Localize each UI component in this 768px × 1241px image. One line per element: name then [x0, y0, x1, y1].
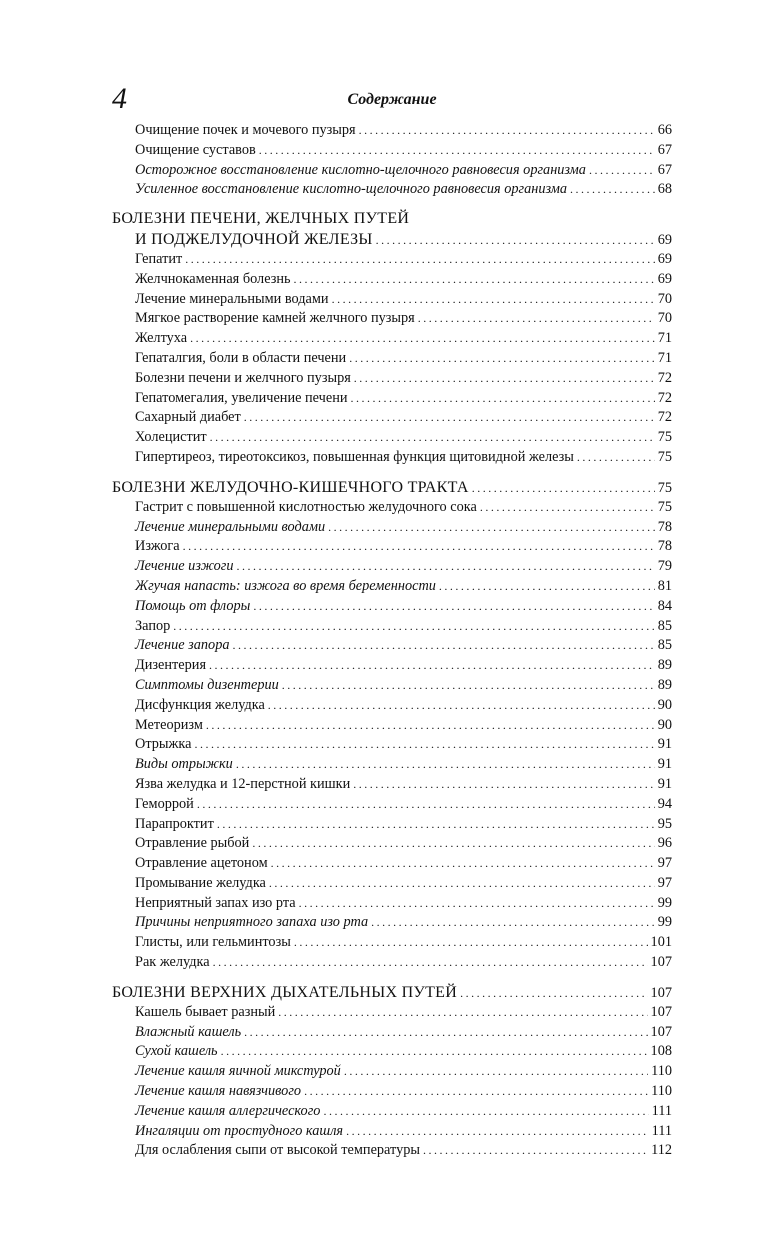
toc-entry-page: 112 — [651, 1142, 672, 1159]
section-heading-line-1: БОЛЕЗНИ ПЕЧЕНИ, ЖЕЛЧНЫХ ПУТЕЙ — [112, 210, 410, 228]
toc-entry — [112, 518, 672, 538]
leader-dots — [233, 636, 655, 656]
leader-dots — [259, 141, 655, 161]
toc-entry-title: Желтуха — [135, 330, 188, 347]
toc-entry — [112, 834, 672, 854]
leader-dots — [185, 250, 654, 270]
toc-entry-title: Запор — [135, 617, 171, 634]
leader-dots — [570, 180, 655, 200]
toc-entry-title: Отравление ацетоном — [135, 855, 268, 872]
leader-dots — [269, 874, 655, 894]
toc-entry-page: 91 — [657, 756, 672, 773]
leader-dots — [253, 597, 654, 617]
leader-dots — [236, 755, 655, 775]
toc-entry-title: Очищение суставов — [135, 141, 256, 158]
leader-dots — [423, 1141, 648, 1161]
leader-dots — [282, 676, 655, 696]
section-heading — [112, 982, 672, 1003]
toc-entry — [112, 408, 672, 428]
toc-entry — [112, 141, 672, 161]
toc-entry-page: 72 — [657, 409, 672, 426]
toc-entry-page: 95 — [657, 815, 672, 832]
toc-entry — [112, 1042, 672, 1062]
running-title: Содержание — [347, 91, 437, 108]
toc-entry-page: 78 — [657, 538, 672, 555]
toc-entry — [112, 913, 672, 933]
toc-entry-page: 75 — [657, 429, 672, 446]
toc-entry-title: Болезни печени и желчного пузыря — [135, 369, 351, 386]
section-heading — [112, 229, 672, 250]
section-heading-title: И ПОДЖЕЛУДОЧНОЙ ЖЕЛЕЗЫ — [135, 230, 373, 248]
leader-dots — [589, 161, 655, 181]
leader-dots — [217, 815, 655, 835]
toc-entry-page: 71 — [657, 330, 672, 347]
toc-entry-title: Геморрой — [135, 795, 194, 812]
toc-entry-page: 69 — [657, 250, 672, 267]
leader-dots — [460, 983, 647, 1004]
toc-entry-page: 69 — [657, 270, 672, 287]
toc-entry — [112, 1003, 672, 1023]
toc-entry-page: 85 — [657, 617, 672, 634]
leader-dots — [323, 1102, 648, 1122]
leader-dots — [213, 953, 648, 973]
leader-dots — [252, 834, 654, 854]
toc-entry-page: 91 — [657, 775, 672, 792]
toc-entry — [112, 448, 672, 468]
toc-entry-page: 71 — [657, 349, 672, 366]
toc-entry — [112, 953, 672, 973]
leader-dots — [221, 1042, 648, 1062]
toc-entry-page: 72 — [657, 389, 672, 406]
leader-dots — [332, 290, 655, 310]
leader-dots — [346, 1122, 649, 1142]
section-heading-page: 75 — [657, 479, 672, 496]
leader-dots — [294, 933, 648, 953]
leader-dots — [354, 369, 655, 389]
toc-entry-title: Жгучая напасть: изжога во время беременности — [135, 577, 436, 594]
toc-entry-title: Кашель бывает разный — [135, 1003, 276, 1020]
toc-entry — [112, 1082, 672, 1102]
toc-entry-page: 97 — [657, 874, 672, 891]
toc-entry — [112, 369, 672, 389]
toc-entry — [112, 1102, 672, 1122]
toc-entry — [112, 1122, 672, 1142]
toc-entry-title: Помощь от флоры — [135, 597, 251, 614]
leader-dots — [173, 617, 654, 637]
leader-dots — [197, 795, 655, 815]
toc-entry-title: Метеоризм — [135, 716, 203, 733]
toc-entry-title: Осторожное восстановление кислотно-щелочного равновесия организма — [135, 161, 586, 178]
toc-entry — [112, 577, 672, 597]
leader-dots — [244, 1023, 647, 1043]
toc-entry-title: Лечение кашля яичной микстурой — [135, 1063, 341, 1080]
toc-entry-title: Сахарный диабет — [135, 409, 241, 426]
toc-entry-title: Усиленное восстановление кислотно-щелочного равновесия организма — [135, 181, 568, 198]
toc-entry — [112, 309, 672, 329]
toc-entry-page: 94 — [657, 795, 672, 812]
toc-entry-title: Лечение минеральными водами — [135, 290, 329, 307]
leader-dots — [194, 735, 654, 755]
toc-entry — [112, 1141, 672, 1161]
toc-entry — [112, 617, 672, 637]
toc-entry — [112, 121, 672, 141]
toc-entry-page: 70 — [657, 290, 672, 307]
toc-entry-title: Виды отрыжки — [135, 756, 233, 773]
toc-entry — [112, 815, 672, 835]
toc-entry-title: Изжога — [135, 538, 180, 555]
toc-entry-page: 108 — [650, 1043, 672, 1060]
toc-entry — [112, 290, 672, 310]
toc-entry — [112, 161, 672, 181]
toc-entry-title: Лечение запора — [135, 637, 230, 654]
toc-entry — [112, 498, 672, 518]
toc-entry-page: 110 — [651, 1063, 672, 1080]
toc-entry-page: 99 — [657, 894, 672, 911]
toc-entry — [112, 1062, 672, 1082]
toc-entry — [112, 557, 672, 577]
toc-entry-title: Гастрит с повышенной кислотностью желудочного сока — [135, 498, 477, 515]
toc-entry-title: Язва желудка и 12-перстной кишки — [135, 775, 351, 792]
leader-dots — [190, 329, 655, 349]
leader-dots — [244, 408, 655, 428]
toc-entry-page: 78 — [657, 518, 672, 535]
toc-entry-page: 81 — [657, 577, 672, 594]
toc-entry-page: 97 — [657, 855, 672, 872]
toc-entry-page: 84 — [657, 597, 672, 614]
leader-dots — [294, 270, 655, 290]
toc-entry-title: Гепатит — [135, 250, 183, 267]
toc-entry — [112, 676, 672, 696]
leader-dots — [304, 1082, 648, 1102]
toc-entry-title: Лечение минеральными водами — [135, 518, 326, 535]
leader-dots — [472, 478, 655, 499]
leader-dots — [299, 894, 655, 914]
toc-entry — [112, 716, 672, 736]
toc-entry-title: Промывание желудка — [135, 874, 266, 891]
toc-entry-title: Лечение кашля навязчивого — [135, 1083, 302, 1100]
section-heading-title: БОЛЕЗНИ ЖЕЛУДОЧНО-КИШЕЧНОГО ТРАКТА — [112, 478, 469, 496]
leader-dots — [344, 1062, 648, 1082]
toc-entry — [112, 389, 672, 409]
toc-entry — [112, 537, 672, 557]
leader-dots — [376, 230, 655, 251]
toc-entry-page: 85 — [657, 637, 672, 654]
leader-dots — [268, 696, 655, 716]
toc-entry — [112, 696, 672, 716]
toc-entry-title: Отравление рыбой — [135, 835, 250, 852]
toc-entry-page: 107 — [650, 954, 672, 971]
toc-entry-title: Лечение кашля аллергического — [135, 1102, 321, 1119]
toc-entry-title: Влажный кашель — [135, 1023, 242, 1040]
toc-entry-title: Неприятный запах изо рта — [135, 894, 296, 911]
leader-dots — [371, 913, 655, 933]
toc-entry-title: Для ослабления сыпи от высокой температуры — [135, 1142, 420, 1159]
toc-entry — [112, 180, 672, 200]
leader-dots — [418, 309, 655, 329]
page-header — [112, 84, 672, 114]
toc-entry — [112, 854, 672, 874]
leader-dots — [353, 775, 654, 795]
leader-dots — [359, 121, 655, 141]
toc-entry-title: Желчнокаменная болезнь — [135, 270, 291, 287]
toc-entry — [112, 874, 672, 894]
toc-entry-page: 110 — [651, 1083, 672, 1100]
toc-entry-page: 90 — [657, 696, 672, 713]
toc-entry-title: Гепатомегалия, увеличение печени — [135, 389, 348, 406]
toc-entry-title: Глисты, или гельминтозы — [135, 934, 291, 951]
toc-entry-page: 89 — [657, 676, 672, 693]
toc-entry-page: 111 — [651, 1102, 672, 1119]
toc-entry-page: 91 — [657, 736, 672, 753]
toc-entry-title: Дисфункция желудка — [135, 696, 265, 713]
toc-entry-title: Гипертиреоз, тиреотоксикоз, повышенная функция щитовидной железы — [135, 448, 574, 465]
toc-entry-title: Рак желудка — [135, 954, 210, 971]
table-of-contents — [112, 121, 672, 1161]
toc-entry-page: 66 — [657, 122, 672, 138]
toc-entry-title: Гепаталгия, боли в области печени — [135, 349, 347, 366]
toc-entry-page: 90 — [657, 716, 672, 733]
toc-entry-page: 67 — [657, 141, 672, 158]
toc-entry-page: 96 — [657, 835, 672, 852]
toc-entry — [112, 428, 672, 448]
toc-entry — [112, 329, 672, 349]
toc-entry — [112, 270, 672, 290]
toc-entry-page: 111 — [651, 1122, 672, 1139]
leader-dots — [206, 716, 655, 736]
toc-entry-page: 89 — [657, 657, 672, 674]
toc-entry-title: Холецистит — [135, 429, 207, 446]
toc-entry — [112, 775, 672, 795]
toc-entry — [112, 656, 672, 676]
toc-entry-page: 79 — [657, 558, 672, 575]
toc-entry-title: Причины неприятного запаха изо рта — [135, 914, 369, 931]
leader-dots — [271, 854, 655, 874]
section-heading-title: БОЛЕЗНИ ВЕРХНИХ ДЫХАТЕЛЬНЫХ ПУТЕЙ — [112, 983, 458, 1001]
toc-entry — [112, 250, 672, 270]
leader-dots — [328, 518, 655, 538]
toc-entry-page: 75 — [657, 448, 672, 465]
toc-entry — [112, 894, 672, 914]
page-number: 4 — [112, 82, 127, 115]
toc-entry — [112, 349, 672, 369]
toc-entry-page: 70 — [657, 310, 672, 327]
toc-entry-title: Парапроктит — [135, 815, 214, 832]
toc-entry-page: 99 — [657, 914, 672, 931]
toc-entry — [112, 597, 672, 617]
section-heading-page: 107 — [650, 984, 672, 1001]
leader-dots — [577, 448, 655, 468]
leader-dots — [183, 537, 655, 557]
toc-entry — [112, 636, 672, 656]
toc-entry — [112, 1023, 672, 1043]
toc-entry-page: 67 — [657, 161, 672, 178]
toc-entry — [112, 755, 672, 775]
toc-entry-title: Очищение почек и мочевого пузыря — [135, 122, 356, 138]
toc-entry-page: 101 — [650, 934, 672, 951]
toc-entry-title: Лечение изжоги — [135, 558, 234, 575]
toc-entry-page: 68 — [657, 181, 672, 198]
section-heading-page: 69 — [657, 231, 672, 248]
leader-dots — [351, 389, 655, 409]
leader-dots — [209, 656, 655, 676]
section-heading — [112, 477, 672, 498]
toc-entry — [112, 933, 672, 953]
toc-entry-page: 107 — [650, 1003, 672, 1020]
toc-entry-title: Мягкое растворение камней желчного пузыря — [135, 310, 415, 327]
leader-dots — [349, 349, 655, 369]
leader-dots — [439, 577, 655, 597]
toc-entry — [112, 795, 672, 815]
toc-entry-page: 75 — [657, 498, 672, 515]
toc-entry-page: 72 — [657, 369, 672, 386]
toc-entry-title: Симптомы дизентерии — [135, 676, 279, 693]
toc-entry-title: Сухой кашель — [135, 1043, 218, 1060]
leader-dots — [210, 428, 655, 448]
leader-dots — [278, 1003, 647, 1023]
toc-entry-page: 107 — [650, 1023, 672, 1040]
toc-entry-title: Ингаляции от простудного кашля — [135, 1122, 344, 1139]
leader-dots — [480, 498, 655, 518]
leader-dots — [237, 557, 655, 577]
toc-entry-title: Отрыжка — [135, 736, 192, 753]
toc-entry — [112, 735, 672, 755]
toc-entry-title: Дизентерия — [135, 657, 207, 674]
